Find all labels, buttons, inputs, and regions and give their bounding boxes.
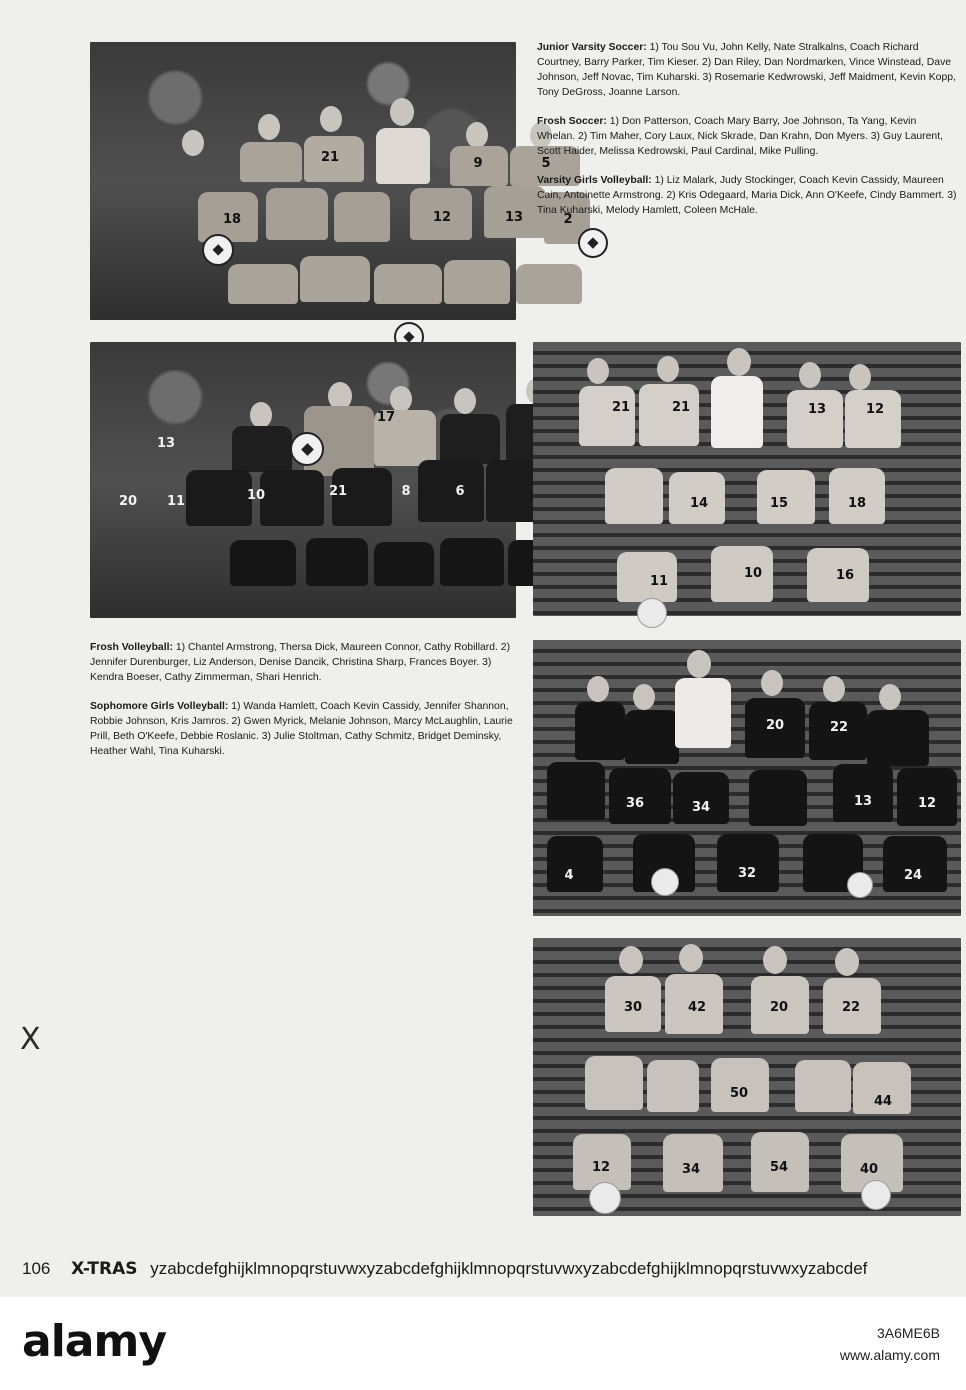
volleyball: [589, 1182, 621, 1214]
jersey-number: 20: [765, 718, 785, 733]
caption-text: 1) Chantel Armstrong, Thersa Dick, Maureen Connor, Cathy Robillard. 2) Jennifer Durenburger, Liz Anderson, Denise Dancik, Christina Sharp, Frances Boyer. 3) Kendra Boeser, Cathy Zimmerman, Shari Henrich.: [90, 642, 511, 683]
caption-heading: Junior Varsity Soccer:: [537, 42, 647, 53]
captions-left: [90, 640, 514, 773]
jersey-number: 6: [455, 484, 465, 499]
jersey-number: 12: [591, 1160, 611, 1175]
jersey-number: 10: [246, 488, 266, 503]
captions-right: [537, 40, 957, 232]
photo-frosh-volleyball: [533, 640, 961, 916]
stock-logo: alamy: [22, 1316, 166, 1367]
jersey-number: 50: [729, 1086, 749, 1101]
jersey-number: 36: [625, 796, 645, 811]
jersey-number: 12: [432, 210, 452, 225]
caption-heading: Sophomore Girls Volleyball:: [90, 701, 229, 712]
volleyball: [637, 598, 667, 628]
caption-heading: Frosh Volleyball:: [90, 642, 173, 653]
caption-frosh-volleyball: [90, 640, 514, 685]
jersey-number: 22: [841, 1000, 861, 1015]
jersey-number: 4: [564, 868, 574, 883]
caption-text: 1) Don Patterson, Coach Mary Barry, Joe Johnson, Ta Yang, Kevin Whelan. 2) Tim Maher, Cory Laux, Nick Skrade, Dan Krahn, Don Myers. 3) Guy Laurent, Scott Haider, Melissa Kedrowski, Paul Cardinal, Mike Pulling.: [537, 116, 943, 157]
jersey-number: 2: [563, 212, 573, 227]
jersey-number: 11: [649, 574, 669, 589]
jersey-number: 44: [873, 1094, 893, 1109]
jersey-number: 30: [623, 1000, 643, 1015]
jersey-number: 12: [865, 402, 885, 417]
jersey-number: 9: [473, 156, 483, 171]
soccer-ball: [202, 234, 234, 266]
caption-text: 1) Tou Sou Vu, John Kelly, Nate Stralkalns, Coach Richard Courtney, Barry Parker, Tim Kieser. 2) Dan Riley, Dan Nordmarken, Vince Winstead, Dave Johnson, Jeff Novac, Tim Kuharski. 3) Rosemarie Kedwrowski, Jeff Maidment, Kevin Kopp, Tony DeGross, Joanne Larson.: [537, 42, 956, 98]
section-letter: X: [20, 1022, 41, 1057]
caption-heading: Frosh Soccer:: [537, 116, 607, 127]
jersey-number: 21: [320, 150, 340, 165]
jersey-number: 34: [681, 1162, 701, 1177]
page-number: 106: [22, 1259, 51, 1278]
jersey-number: 18: [222, 212, 242, 227]
stock-site: www.alamy.com: [839, 1347, 940, 1363]
volleyball: [847, 872, 873, 898]
jersey-number: 5: [541, 156, 551, 171]
jersey-number: 40: [859, 1162, 879, 1177]
caption-text: 1) Liz Malark, Judy Stockinger, Coach Kevin Cassidy, Maureen Cain, Antoinette Armstrong. 2) Kris Odegaard, Maria Dick, Ann O'Keefe, Cindy Bammert. 3) Tina Kuharski, Melody Hamlett, Coleen McHale.: [537, 175, 957, 216]
caption-sophomore-volleyball: [90, 699, 514, 759]
jersey-number: 15: [769, 496, 789, 511]
caption-text: 1) Wanda Hamlett, Coach Kevin Cassidy, Jennifer Shannon, Robbie Johnson, Kris Jamros. 2) Gwen Myrick, Melanie Johnson, Marcy McLaughlin, Laurie Prill, Beth O'Keefe, Debbie Roslanic. 3) Julie Stoltman, Cathy Schmitz, Bridget Deminsky, Heather Wahl, Tina Kuharski.: [90, 701, 513, 757]
caption-heading: Varsity Girls Volleyball:: [537, 175, 652, 186]
jersey-number: 14: [689, 496, 709, 511]
jersey-number: 18: [847, 496, 867, 511]
jersey-number: 17: [376, 410, 396, 425]
jersey-number: 20: [118, 494, 138, 509]
jersey-number: 16: [835, 568, 855, 583]
jersey-number: 13: [504, 210, 524, 225]
caption-frosh-soccer: [537, 114, 957, 159]
jersey-number: 21: [611, 400, 631, 415]
photo-frosh-soccer: [90, 342, 516, 618]
jersey-number: 20: [769, 1000, 789, 1015]
volleyball: [651, 868, 679, 896]
jersey-number: 13: [156, 436, 176, 451]
jersey-number: 21: [671, 400, 691, 415]
photo-varsity-volleyball: [533, 342, 961, 616]
jersey-number: 11: [166, 494, 186, 509]
caption-jv-soccer: [537, 40, 957, 100]
jersey-number: 21: [328, 484, 348, 499]
jersey-number: 54: [769, 1160, 789, 1175]
jersey-number: 42: [687, 1000, 707, 1015]
stock-reference: [840, 1322, 940, 1366]
jersey-number: 8: [401, 484, 411, 499]
jersey-number: 34: [691, 800, 711, 815]
caption-varsity-volleyball: [537, 173, 957, 218]
jersey-number: 22: [829, 720, 849, 735]
jersey-number: 32: [737, 866, 757, 881]
photo-sophomore-volleyball: [533, 938, 961, 1216]
soccer-ball: [290, 432, 324, 466]
stock-image-id: 3A6ME6B: [876, 1325, 940, 1341]
jersey-number: 24: [903, 868, 923, 883]
jersey-number: 13: [853, 794, 873, 809]
jersey-number: 10: [743, 566, 763, 581]
volleyball: [861, 1180, 891, 1210]
jersey-number: 12: [917, 796, 937, 811]
footer-alphabet: yzabcdefghijklmnopqrstuvwxyzabcdefghijklmnopqrstuvwxyzabcdefghijklmnopqrstuvwxyzabcdef: [150, 1259, 868, 1278]
soccer-ball: [578, 228, 608, 258]
jersey-number: 13: [807, 402, 827, 417]
section-title: X-TRAS: [71, 1259, 138, 1279]
page-footer: [22, 1259, 867, 1279]
